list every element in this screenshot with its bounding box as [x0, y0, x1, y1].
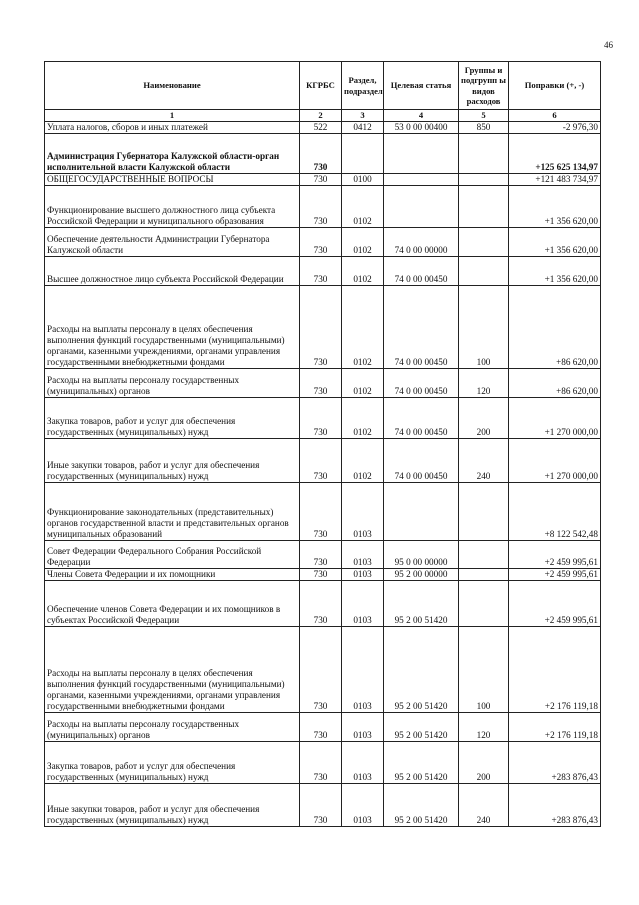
row-kgrbs: 730 — [300, 369, 342, 398]
column-number: 2 — [300, 110, 342, 122]
row-name: Уплата налогов, сборов и иных платежей — [45, 122, 300, 134]
row-kgrbs: 522 — [300, 122, 342, 134]
row-tselevaya: 95 2 00 51420 — [384, 742, 459, 784]
row-tselevaya: 74 0 00 00450 — [384, 369, 459, 398]
row-razdel: 0102 — [342, 369, 384, 398]
table-row — [45, 483, 601, 541]
table-row — [45, 784, 601, 827]
header-tselevaya: Целевая статья — [384, 62, 459, 110]
row-razdel: 0103 — [342, 627, 384, 713]
table-row — [45, 627, 601, 713]
row-razdel: 0103 — [342, 569, 384, 581]
column-number-row — [45, 110, 601, 122]
row-tselevaya — [384, 174, 459, 186]
row-vid: 120 — [459, 713, 509, 742]
row-kgrbs: 730 — [300, 742, 342, 784]
row-kgrbs: 730 — [300, 398, 342, 439]
header-name: Наименование — [45, 62, 300, 110]
column-number: 1 — [45, 110, 300, 122]
column-number: 4 — [384, 110, 459, 122]
row-amount: +2 459 995,61 — [509, 569, 601, 581]
row-razdel: 0103 — [342, 483, 384, 541]
row-razdel: 0102 — [342, 257, 384, 286]
row-razdel: 0103 — [342, 742, 384, 784]
row-name: Закупка товаров, работ и услуг для обеспечения государственных (муниципальных) нужд — [45, 742, 300, 784]
header-razdel: Раздел, подраздел — [342, 62, 384, 110]
row-tselevaya: 74 0 00 00450 — [384, 286, 459, 369]
row-razdel: 0102 — [342, 398, 384, 439]
row-vid — [459, 483, 509, 541]
row-amount: +1 356 620,00 — [509, 228, 601, 257]
row-kgrbs: 730 — [300, 569, 342, 581]
row-name: Функционирование законодательных (представительных) органов государственной власти и представительных органов муниципальных образований — [45, 483, 300, 541]
row-name: Обеспечение членов Совета Федерации и их помощников в субъектах Российской Федерации — [45, 581, 300, 627]
row-kgrbs: 730 — [300, 186, 342, 228]
table-row — [45, 569, 601, 581]
row-kgrbs: 730 — [300, 784, 342, 827]
row-vid — [459, 541, 509, 569]
row-tselevaya: 74 0 00 00000 — [384, 228, 459, 257]
row-amount: +283 876,43 — [509, 742, 601, 784]
page-number: 46 — [604, 40, 613, 50]
row-tselevaya: 95 2 00 51420 — [384, 713, 459, 742]
row-name: Расходы на выплаты персоналу государственных (муниципальных) органов — [45, 713, 300, 742]
row-amount: +86 620,00 — [509, 369, 601, 398]
row-tselevaya: 74 0 00 00450 — [384, 257, 459, 286]
row-kgrbs: 730 — [300, 581, 342, 627]
row-razdel: 0103 — [342, 784, 384, 827]
row-vid — [459, 174, 509, 186]
row-amount: +2 176 119,18 — [509, 713, 601, 742]
row-vid: 200 — [459, 398, 509, 439]
budget-table — [44, 61, 601, 827]
row-razdel: 0102 — [342, 286, 384, 369]
row-amount: +2 459 995,61 — [509, 581, 601, 627]
column-number: 3 — [342, 110, 384, 122]
row-vid — [459, 581, 509, 627]
table-row — [45, 742, 601, 784]
row-amount: +1 270 000,00 — [509, 439, 601, 483]
row-name: Закупка товаров, работ и услуг для обеспечения государственных (муниципальных) нужд — [45, 398, 300, 439]
row-tselevaya: 95 2 00 51420 — [384, 581, 459, 627]
row-amount: +283 876,43 — [509, 784, 601, 827]
row-vid: 100 — [459, 286, 509, 369]
row-kgrbs: 730 — [300, 134, 342, 174]
row-name: Расходы на выплаты персоналу государственных (муниципальных) органов — [45, 369, 300, 398]
row-name: ОБЩЕГОСУДАРСТВЕННЫЕ ВОПРОСЫ — [45, 174, 300, 186]
row-razdel: 0412 — [342, 122, 384, 134]
table-row — [45, 581, 601, 627]
row-tselevaya: 95 2 00 51420 — [384, 784, 459, 827]
row-amount: +1 356 620,00 — [509, 257, 601, 286]
row-name: Иные закупки товаров, работ и услуг для обеспечения государственных (муниципальных) нужд — [45, 439, 300, 483]
row-amount: +125 625 134,97 — [509, 134, 601, 174]
row-amount: -2 976,30 — [509, 122, 601, 134]
row-amount: +121 483 734,97 — [509, 174, 601, 186]
row-vid — [459, 134, 509, 174]
row-razdel — [342, 134, 384, 174]
row-razdel: 0102 — [342, 186, 384, 228]
header-row — [45, 62, 601, 110]
row-razdel: 0103 — [342, 713, 384, 742]
row-tselevaya — [384, 186, 459, 228]
row-tselevaya: 53 0 00 00400 — [384, 122, 459, 134]
table-row — [45, 541, 601, 569]
row-name: Администрация Губернатора Калужской области-орган исполнительной власти Калужской области — [45, 134, 300, 174]
table-row — [45, 228, 601, 257]
header-kgrbs: КГРБС — [300, 62, 342, 110]
row-vid — [459, 186, 509, 228]
row-amount: +1 270 000,00 — [509, 398, 601, 439]
header-vid: Группы и подгрупп ы видов расходов — [459, 62, 509, 110]
column-number: 6 — [509, 110, 601, 122]
row-amount: +86 620,00 — [509, 286, 601, 369]
table-row — [45, 713, 601, 742]
row-kgrbs: 730 — [300, 439, 342, 483]
row-amount: +2 176 119,18 — [509, 627, 601, 713]
row-vid: 120 — [459, 369, 509, 398]
row-name: Расходы на выплаты персоналу в целях обеспечения выполнения функций государственными (муниципальными) органами, казенными учреждениями, органами управления государственными внебюджетными фондами — [45, 286, 300, 369]
row-razdel: 0100 — [342, 174, 384, 186]
row-razdel: 0102 — [342, 439, 384, 483]
row-kgrbs: 730 — [300, 483, 342, 541]
row-name: Члены Совета Федерации и их помощники — [45, 569, 300, 581]
row-kgrbs: 730 — [300, 174, 342, 186]
row-kgrbs: 730 — [300, 713, 342, 742]
table-row — [45, 369, 601, 398]
row-tselevaya: 95 2 00 00000 — [384, 569, 459, 581]
row-tselevaya: 95 0 00 00000 — [384, 541, 459, 569]
row-tselevaya — [384, 483, 459, 541]
row-razdel: 0102 — [342, 228, 384, 257]
header-amount: Поправки (+, -) — [509, 62, 601, 110]
row-name: Расходы на выплаты персоналу в целях обеспечения выполнения функций государственными (муниципальными) органами, казенными учреждениями, органами управления государственными внебюджетными фондами — [45, 627, 300, 713]
row-name: Высшее должностное лицо субъекта Российской Федерации — [45, 257, 300, 286]
column-number: 5 — [459, 110, 509, 122]
row-vid: 240 — [459, 439, 509, 483]
table-row — [45, 134, 601, 174]
row-tselevaya: 74 0 00 00450 — [384, 398, 459, 439]
row-name: Функционирование высшего должностного лица субъекта Российской Федерации и муниципального образования — [45, 186, 300, 228]
row-kgrbs: 730 — [300, 541, 342, 569]
row-tselevaya: 95 2 00 51420 — [384, 627, 459, 713]
row-tselevaya — [384, 134, 459, 174]
table-row — [45, 398, 601, 439]
table-row — [45, 174, 601, 186]
table-row — [45, 122, 601, 134]
row-kgrbs: 730 — [300, 286, 342, 369]
row-vid — [459, 228, 509, 257]
table-row — [45, 286, 601, 369]
row-amount: +8 122 542,48 — [509, 483, 601, 541]
row-kgrbs: 730 — [300, 228, 342, 257]
row-vid: 200 — [459, 742, 509, 784]
row-tselevaya: 74 0 00 00450 — [384, 439, 459, 483]
row-vid — [459, 257, 509, 286]
row-amount: +2 459 995,61 — [509, 541, 601, 569]
row-name: Обеспечение деятельности Администрации Губернатора Калужской области — [45, 228, 300, 257]
table-row — [45, 257, 601, 286]
table-row — [45, 439, 601, 483]
row-amount: +1 356 620,00 — [509, 186, 601, 228]
row-vid — [459, 569, 509, 581]
row-kgrbs: 730 — [300, 257, 342, 286]
row-kgrbs: 730 — [300, 627, 342, 713]
row-name: Совет Федерации Федерального Собрания Российской Федерации — [45, 541, 300, 569]
row-vid: 100 — [459, 627, 509, 713]
row-razdel: 0103 — [342, 541, 384, 569]
row-vid: 850 — [459, 122, 509, 134]
row-name: Иные закупки товаров, работ и услуг для обеспечения государственных (муниципальных) нужд — [45, 784, 300, 827]
row-vid: 240 — [459, 784, 509, 827]
row-razdel: 0103 — [342, 581, 384, 627]
table-row — [45, 186, 601, 228]
